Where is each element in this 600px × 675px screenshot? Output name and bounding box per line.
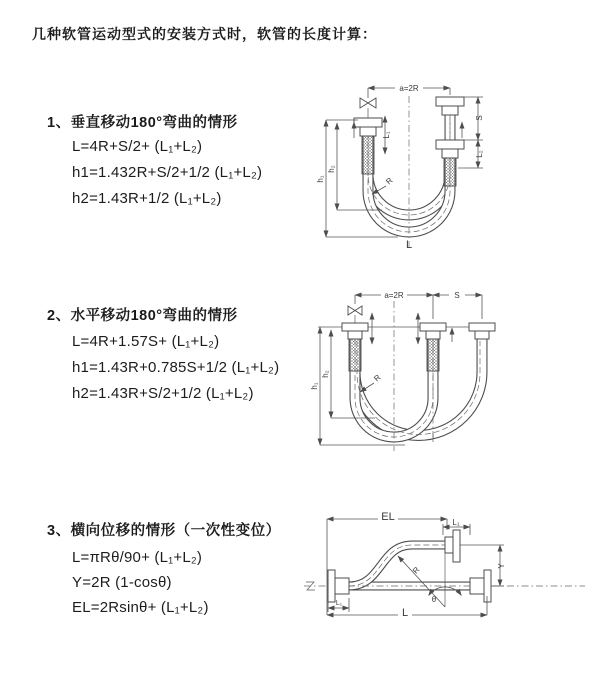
flange <box>469 323 495 339</box>
dimension-a-2r <box>368 84 450 99</box>
formula-line: h1=1.432R+S/2+1/2 (L₁+L₂) <box>72 164 263 181</box>
svg-text:h₂: h₂ <box>327 165 336 173</box>
svg-text:L₁: L₁ <box>335 600 343 607</box>
svg-text:R: R <box>384 175 395 187</box>
formula-line: h2=1.43R+1/2 (L₁+L₂) <box>72 190 222 207</box>
radius-label <box>360 373 383 392</box>
braided-hose-section <box>362 136 374 174</box>
braided-hose-section <box>349 339 361 371</box>
braided-hose-section <box>444 158 456 186</box>
diagram-vertical-180-bend <box>310 76 510 258</box>
flange <box>445 530 460 562</box>
valve-icon <box>348 306 362 323</box>
formula-line: L=4R+S/2+ (L₁+L₂) <box>72 138 203 155</box>
braided-hose-section <box>427 339 439 371</box>
svg-text:R: R <box>372 372 383 384</box>
diagram-horizontal-180-bend <box>310 286 500 458</box>
svg-text:L₁: L₁ <box>452 518 460 527</box>
svg-text:Y: Y <box>497 563 506 569</box>
svg-text:h₂: h₂ <box>321 370 330 378</box>
flange <box>436 140 464 158</box>
section-2-heading: 2、水平移动180°弯曲的情形 <box>47 308 238 324</box>
radius-construction <box>398 553 445 607</box>
svg-text:a=2R: a=2R <box>399 84 419 93</box>
formula-line: Y=2R (1-cosθ) <box>72 574 172 591</box>
flange <box>436 97 464 115</box>
flange <box>420 323 446 339</box>
formula-line: EL=2Rsinθ+ (L₁+L₂) <box>72 599 209 616</box>
section-1-heading: 1、垂直移动180°弯曲的情形 <box>47 115 238 131</box>
svg-text:θ: θ <box>431 595 437 604</box>
dimension-l <box>327 596 487 619</box>
flange <box>354 118 382 136</box>
svg-text:L₁: L₁ <box>382 131 391 139</box>
svg-text:S: S <box>454 291 460 300</box>
flange <box>328 570 349 602</box>
svg-text:R: R <box>410 565 422 576</box>
svg-text:h₁: h₁ <box>310 382 319 390</box>
hose-tube-displaced-position <box>349 545 445 586</box>
formula-line: L=4R+1.57S+ (L₁+L₂) <box>72 333 220 350</box>
diagram-lateral-displacement <box>302 502 598 630</box>
dimension-s <box>464 97 484 140</box>
flange <box>342 323 368 339</box>
formula-line: h1=1.43R+0.785S+1/2 (L₁+L₂) <box>72 359 280 376</box>
flange <box>470 570 491 602</box>
svg-text:EL: EL <box>381 511 395 523</box>
formula-line: h2=1.43R+S/2+1/2 (L₁+L₂) <box>72 385 254 402</box>
dimension-s <box>433 291 482 320</box>
svg-text:h₁: h₁ <box>316 175 325 183</box>
dimension-l1 <box>382 116 391 154</box>
dimension-l-label: L <box>405 239 413 251</box>
svg-text:L₂: L₂ <box>475 150 484 158</box>
section-3-heading: 3、横向位移的情形（一次性变位） <box>47 523 281 539</box>
svg-text:a=2R: a=2R <box>384 291 404 300</box>
formula-line: L=πRθ/90+ (L₁+L₂) <box>72 549 203 566</box>
svg-text:S: S <box>475 115 484 121</box>
svg-text:L: L <box>401 607 409 619</box>
valve-icon <box>360 98 376 118</box>
document-title: 几种软管运动型式的安装方式时，软管的长度计算： <box>32 26 377 42</box>
